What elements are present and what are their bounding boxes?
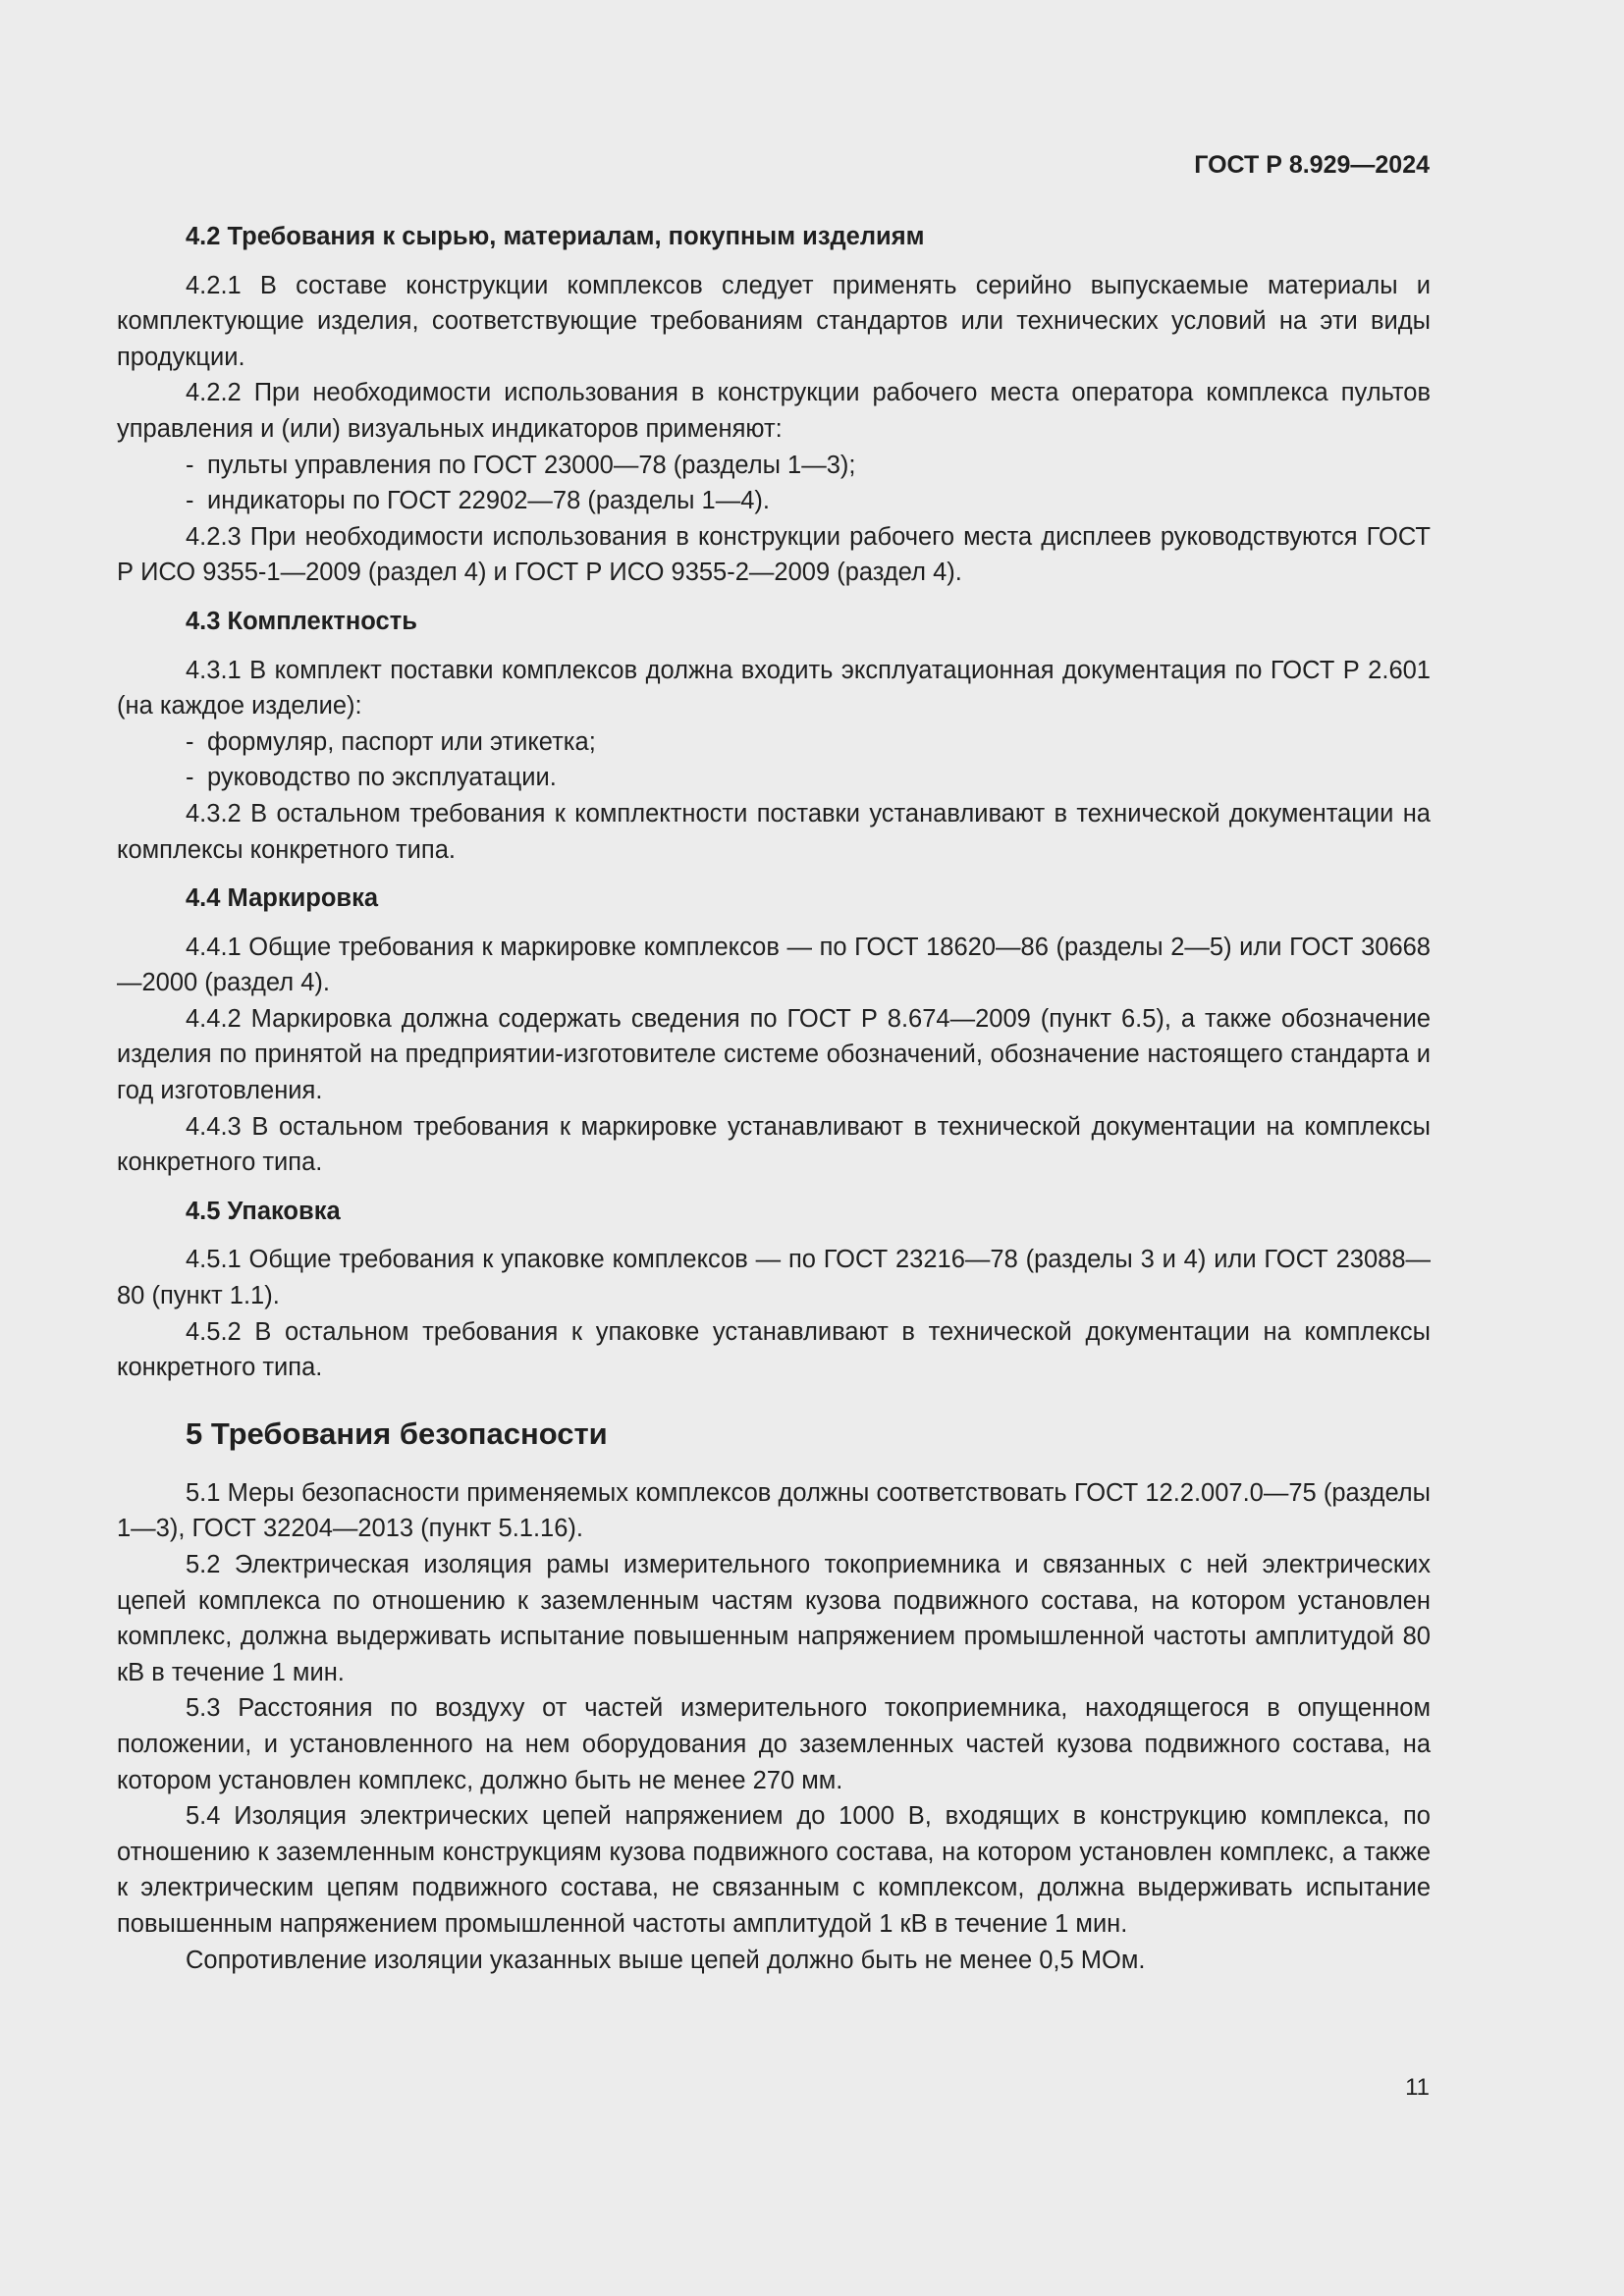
list-item-text: индикаторы по ГОСТ 22902—78 (разделы 1—4). xyxy=(207,487,770,515)
section-heading-5: 5 Требования безопасности xyxy=(186,1415,608,1451)
dash-marker: - xyxy=(186,451,194,479)
list-item-text: руководство по эксплуатации. xyxy=(207,764,557,792)
list-item-text: формуляр, паспорт или этикетка; xyxy=(207,727,596,756)
paragraph-4-5-1: 4.5.1 Общие требования к упаковке комплексов — по ГОСТ 23216—78 (разделы 3 и 4) или ГОСТ 23088—80 (пункт 1.1). xyxy=(117,1246,1431,1310)
list-item xyxy=(117,448,1431,484)
paragraph-4-2-3: 4.2.3 При необходимости использования в конструкции рабочего места дисплеев руководствуются ГОСТ Р ИСО 9355-1—2009 (раздел 4) и ГОСТ Р ИСО 9355-2—2009 (раздел 4). xyxy=(117,522,1431,587)
paragraph-4-4-1: 4.4.1 Общие требования к маркировке комплексов — по ГОСТ 18620—86 (разделы 2—5) или ГОСТ 30668—2000 (раздел 4). xyxy=(117,933,1431,997)
dash-marker: - xyxy=(186,487,194,515)
section-heading-4-3: 4.3 Комплектность xyxy=(186,607,417,635)
dash-marker: - xyxy=(186,764,194,792)
paragraph-5-4-resistance: Сопротивление изоляции указанных выше цепей должно быть не менее 0,5 МОм. xyxy=(186,1946,1146,1974)
list-item xyxy=(117,483,1431,519)
list-item-text: пульты управления по ГОСТ 23000—78 (разделы 1—3); xyxy=(207,451,856,479)
dash-marker: - xyxy=(186,727,194,756)
paragraph-4-5-2: 4.5.2 В остальном требования к упаковке устанавливают в технической документации на комплексы конкретного типа. xyxy=(117,1317,1431,1382)
paragraph-5-3: 5.3 Расстояния по воздуху от частей измерительного токоприемника, находящегося в опущенном положении, и установленного на нем оборудования до заземленных частей кузова подвижного состава, на котором установлен комплекс, должно быть не менее 270 мм. xyxy=(117,1694,1431,1794)
section-heading-4-4: 4.4 Маркировка xyxy=(186,884,379,913)
paragraph-5-4: 5.4 Изоляция электрических цепей напряжением до 1000 В, входящих в конструкцию комплекса, по отношению к заземленным конструкциям кузова подвижного состава, на котором установлен комплекс, а также к электрическим цепям подвижного состава, не связанным с комплексом, должна выдерживать испытание повышенным напряжением промышленной частоты амплитудой 1 кВ в течение 1 мин. xyxy=(117,1802,1431,1938)
list-item xyxy=(117,724,1431,761)
paragraph-4-4-2: 4.4.2 Маркировка должна содержать сведения по ГОСТ Р 8.674—2009 (пункт 6.5), а также обозначение изделия по принятой на предприятии-изготовителе системе обозначений, обозначение настоящего стандарта и год изготовления. xyxy=(117,1004,1431,1105)
section-heading-4-5: 4.5 Упаковка xyxy=(186,1197,341,1225)
paragraph-5-1: 5.1 Меры безопасности применяемых комплексов должны соответствовать ГОСТ 12.2.007.0—75 (разделы 1—3), ГОСТ 32204—2013 (пункт 5.1.16). xyxy=(117,1478,1431,1543)
paragraph-4-3-1: 4.3.1 В комплект поставки комплексов должна входить эксплуатационная документация по ГОСТ Р 2.601 (на каждое изделие): xyxy=(117,656,1431,721)
document-body xyxy=(117,219,1431,1978)
paragraph-4-3-2: 4.3.2 В остальном требования к комплектности поставки устанавливают в технической документации на комплексы конкретного типа. xyxy=(117,799,1431,864)
spacer xyxy=(117,1181,1431,1194)
paragraph-5-2: 5.2 Электрическая изоляция рамы измерительного токоприемника и связанных с ней электрических цепей комплекса по отношению к заземленным частям кузова подвижного состава, на котором установлен комплекс, должна выдерживать испытание повышенным напряжением промышленной частоты амплитудой 80 кВ в течение 1 мин. xyxy=(117,1551,1431,1686)
spacer xyxy=(117,591,1431,604)
paragraph-4-4-3: 4.4.3 В остальном требования к маркировке устанавливают в технической документации на комплексы конкретного типа. xyxy=(117,1112,1431,1177)
section-heading-4-2: 4.2 Требования к сырью, материалам, покупным изделиям xyxy=(186,223,925,250)
list-item xyxy=(117,760,1431,796)
paragraph-4-2-1: 4.2.1 В составе конструкции комплексов следует применять серийно выпускаемые материалы и комплектующие изделия, соответствующие требованиям стандартов или технических условий на эти виды продукции. xyxy=(117,271,1431,371)
document-id: ГОСТ Р 8.929—2024 xyxy=(1194,151,1430,179)
spacer xyxy=(117,868,1431,881)
paragraph-4-2-2: 4.2.2 При необходимости использования в конструкции рабочего места оператора комплекса пультов управления и (или) визуальных индикаторов применяют: xyxy=(117,379,1431,443)
page-number: 11 xyxy=(1405,2074,1430,2101)
